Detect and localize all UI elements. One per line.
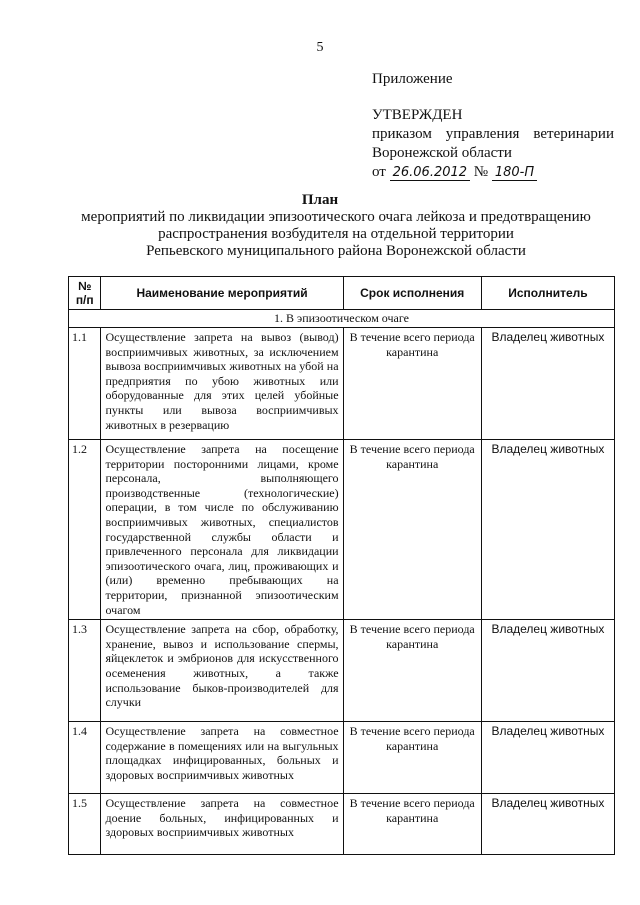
appendix-label: Приложение: [372, 71, 453, 87]
number-prefix: №: [473, 164, 489, 180]
page-number: 5: [316, 40, 324, 55]
row-num: 1.5: [69, 794, 101, 855]
row-name: Осуществление запрета на сбор, обработку, хранение, вывоз и использование спермы, яйцеклеток и эмбрионов для искусственного осеменения животных, а также использование быков-производителей для случки: [101, 620, 343, 722]
order-line-1: приказом управления ветеринарии: [372, 126, 614, 142]
date-prefix: от: [372, 164, 386, 180]
section-title: 1. В эпизоотическом очаге: [69, 310, 615, 328]
handwritten-date: 26.06.2012: [390, 165, 470, 181]
table-row: [69, 794, 615, 855]
subtitle-line: Репьевского муниципального района Воронежской области: [146, 243, 526, 259]
row-num: 1.2: [69, 440, 101, 620]
row-term: В течение всего периода карантина: [343, 794, 481, 855]
table-row: [69, 440, 615, 620]
row-name: Осуществление запрета на совместное доение больных, инфицированных и здоровых восприимчивых животных: [101, 794, 343, 855]
row-term: В течение всего периода карантина: [343, 722, 481, 794]
header-term: Срок исполнения: [343, 277, 481, 310]
table-header-row: [69, 277, 615, 310]
header-executor: Исполнитель: [481, 277, 614, 310]
approval-block: [372, 106, 614, 182]
row-num: 1.4: [69, 722, 101, 794]
order-date-line: [372, 163, 614, 182]
row-term: В течение всего периода карантина: [343, 620, 481, 722]
handwritten-number: 180-П: [492, 165, 537, 181]
row-executor: Владелец животных: [481, 722, 614, 794]
measures-table: [68, 276, 615, 855]
table-row: [69, 722, 615, 794]
row-term: В течение всего периода карантина: [343, 328, 481, 440]
subtitle-line: распространения возбудителя на отдельной территории: [158, 226, 514, 242]
row-executor: Владелец животных: [481, 440, 614, 620]
row-name: Осуществление запрета на вывоз (вывод) восприимчивых животных, за исключением вывоза восприимчивых животных на убой на предприятия по убою животных или оборудованные для этих целей убойные пункты или вывоза восприимчивых животных в резервацию: [101, 328, 343, 440]
table-row: [69, 620, 615, 722]
document-title: План: [301, 192, 339, 208]
approved-label: УТВЕРЖДЕН: [372, 107, 463, 123]
order-line-2: Воронежской области: [372, 145, 512, 161]
header-num: № п/п: [69, 277, 101, 310]
section-row: [69, 310, 615, 328]
document-subtitle: [50, 209, 622, 260]
row-executor: Владелец животных: [481, 328, 614, 440]
subtitle-line: мероприятий по ликвидации эпизоотического очага лейкоза и предотвращению: [81, 209, 591, 225]
row-executor: Владелец животных: [481, 620, 614, 722]
row-num: 1.1: [69, 328, 101, 440]
row-num: 1.3: [69, 620, 101, 722]
row-executor: Владелец животных: [481, 794, 614, 855]
table-row: [69, 328, 615, 440]
row-name: Осуществление запрета на посещение территории посторонними лицами, кроме персонала, выполняющего производственные (технологические) операции, в том числе по обслуживанию восприимчивых животных, специалистов государственной службы области и привлеченного персонала для ликвидации эпизоотического очага, лиц, проживающих и (или) временно пребывающих на территории, признанной эпизоотическим очагом: [101, 440, 343, 620]
row-name: Осуществление запрета на совместное содержание в помещениях или на выгульных площадках инфицированных, больных и здоровых восприимчивых животных: [101, 722, 343, 794]
row-term: В течение всего периода карантина: [343, 440, 481, 620]
header-name: Наименование мероприятий: [101, 277, 343, 310]
